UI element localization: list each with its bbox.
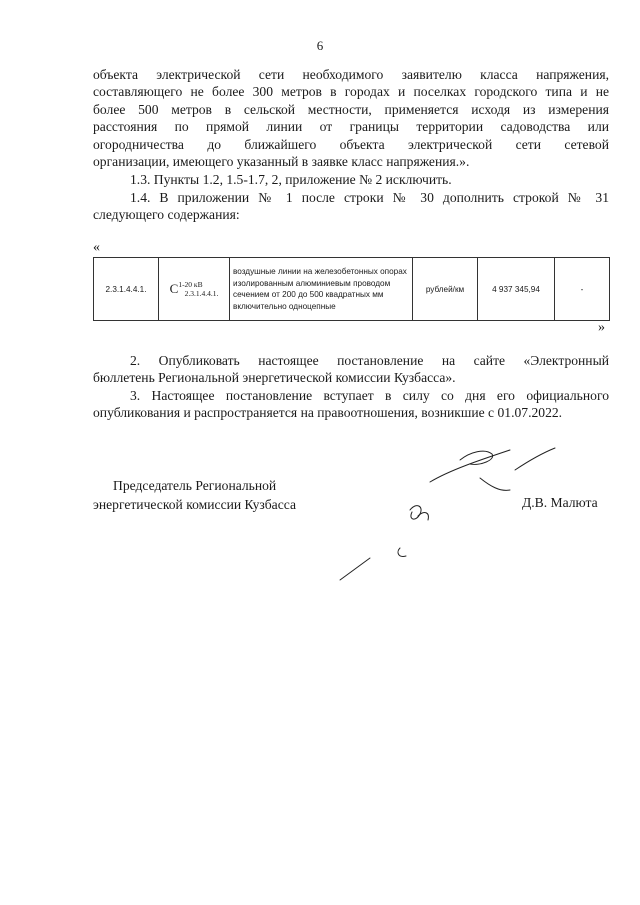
item-1-4 — [93, 189, 609, 224]
row-number: 2.3.1.4.4.1. — [94, 258, 159, 321]
item-1-3 — [93, 171, 609, 188]
rate-code — [159, 258, 230, 321]
handwritten-signature — [320, 440, 560, 590]
item-3-line: опубликования и распространяется на правоотношения, возникшие с 01.07.2022. — [93, 405, 563, 421]
close-quote: » — [598, 320, 605, 335]
row-value: 4 937 345,94 — [478, 258, 555, 321]
tariff-table — [93, 257, 610, 321]
row-extra: - — [555, 258, 610, 321]
table-row — [94, 258, 610, 321]
open-quote: « — [93, 240, 100, 255]
item-1-4-line: следующего содержания: — [93, 207, 240, 223]
intro-line: более 500 метров в сельской местности, применяется исходя из измерения — [93, 101, 609, 117]
item-2 — [93, 352, 609, 387]
intro-line: организации, имеющего указанный в заявке класс напряжения.». — [93, 154, 470, 170]
row-unit: рублей/км — [413, 258, 478, 321]
intro-line: составляющего не более 300 метров в городах и поселках городского типа и не — [93, 84, 609, 100]
item-2-line: бюллетень Региональной энергетической комиссии Кузбасса». — [93, 370, 456, 386]
intro-paragraph — [93, 66, 609, 170]
intro-line: объекта электрической сети необходимого заявителю класса напряжения, — [93, 67, 609, 82]
page-number: 6 — [316, 38, 324, 53]
rate-code-sub: 2.3.1.4.4.1. — [184, 289, 219, 298]
item-1-3-text: 1.3. Пункты 1.2, 1.5-1.7, 2, приложение № 2 исключить. — [130, 172, 452, 187]
item-2-line: 2. Опубликовать настоящее постановление на сайте «Электронный — [130, 353, 609, 368]
signatory-name: Д.В. Малюта — [522, 495, 598, 510]
signatory-title-line: энергетической комиссии Кузбасса — [93, 497, 296, 512]
signatory-title — [93, 476, 296, 514]
intro-line: расстояния по прямой линии от границы территории садоводства или — [93, 119, 609, 135]
item-3-line: 3. Настоящее постановление вступает в силу со дня его официального — [130, 388, 609, 403]
row-description: воздушные линии на железобетонных опорах изолированным алюминиевым проводом сечением от 200 до 500 квадратных мм включительно одноцепные — [230, 258, 413, 321]
item-3 — [93, 387, 609, 422]
intro-line: огородничества до ближайшего объекта электрической сети сетевой — [93, 136, 609, 152]
rate-code-symbol: С — [169, 281, 179, 296]
rate-code-sup: 1-20 кВ — [178, 280, 203, 289]
item-1-4-line: 1.4. В приложении № 1 после строки № 30 дополнить строкой № 31 — [130, 190, 609, 205]
signatory-title-line: Председатель Региональной — [113, 478, 277, 493]
